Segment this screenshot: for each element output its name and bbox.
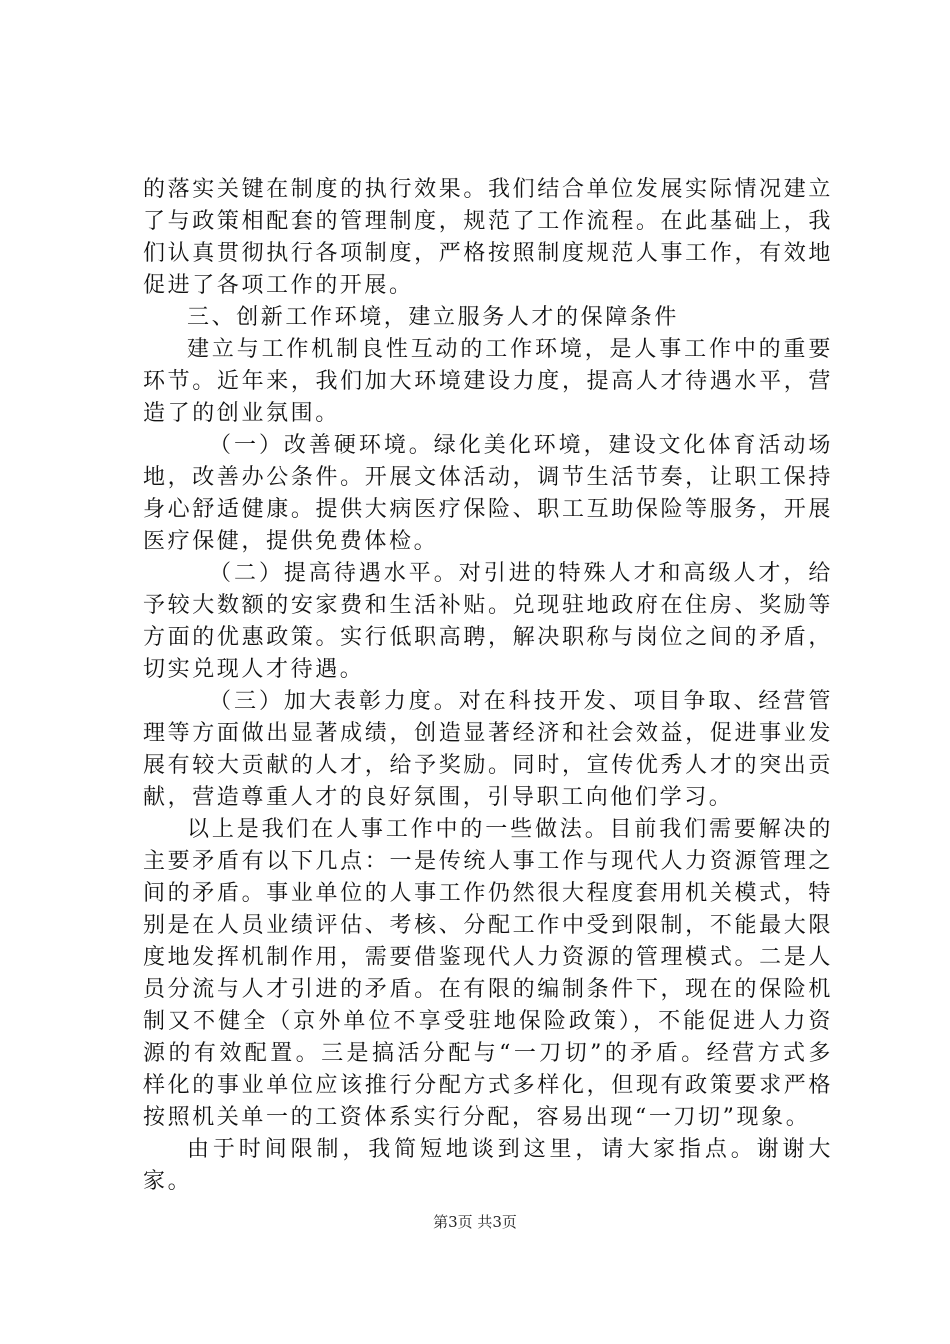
paragraph-continuation: 的落实关键在制度的执行效果。我们结合单位发展实际情况建立了与政策相配套的管理制度，规范了工作流程。在此基础上，我们认真贯彻执行各项制度，严格按照制度规范人事工作，有效地促进了各项工作的开展。 — [143, 177, 833, 298]
paragraph-item-3: （三）加大表彰力度。对在科技开发、项目争取、经营管理等方面做出显著成绩，创造显著经济和社会效益，促进事业发展有较大贡献的人才，给予奖励。同时，宣传优秀人才的突出贡献，营造尊重人才的良好氛围，引导职工向他们学习。 — [143, 689, 833, 810]
paragraph-item-2: （二）提高待遇水平。对引进的特殊人才和高级人才，给予较大数额的安家费和生活补贴。兑现驻地政府在住房、奖励等方面的优惠政策。实行低职高聘，解决职称与岗位之间的矛盾，切实兑现人才待遇。 — [143, 561, 833, 682]
document-body — [143, 174, 833, 1198]
paragraph-item-1: （一）改善硬环境。绿化美化环境，建设文化体育活动场地，改善办公条件。开展文体活动，调节生活节奏，让职工保持身心舒适健康。提供大病医疗保险、职工互助保险等服务，开展医疗保健，提供免费体检。 — [143, 433, 833, 554]
paragraph-environment: 建立与工作机制良性互动的工作环境，是人事工作中的重要环节。近年来，我们加大环境建设力度，提高人才待遇水平，营造了的创业氛围。 — [143, 337, 833, 426]
page-number-footer: 第3页 共3页 — [433, 1213, 517, 1231]
paragraph-closing: 由于时间限制，我简短地谈到这里，请大家指点。谢谢大家。 — [143, 1137, 833, 1194]
section-heading: 三、创新工作环境，建立服务人才的保障条件 — [187, 305, 680, 330]
paragraph-problems: 以上是我们在人事工作中的一些做法。目前我们需要解决的主要矛盾有以下几点：一是传统人事工作与现代人力资源管理之间的矛盾。事业单位的人事工作仍然很大程度套用机关模式，特别是在人员业绩评估、考核、分配工作中受到限制，不能最大限度地发挥机制作用，需要借鉴现代人力资源的管理模式。二是人员分流与人才引进的矛盾。在有限的编制条件下，现在的保险机制又不健全（京外单位不享受驻地保险政策），不能促进人力资源的有效配置。三是搞活分配与“一刀切”的矛盾。经营方式多样化的事业单位应该推行分配方式多样化，但现有政策要求严格按照机关单一的工资体系实行分配，容易出现“一刀切”现象。 — [143, 817, 833, 1130]
